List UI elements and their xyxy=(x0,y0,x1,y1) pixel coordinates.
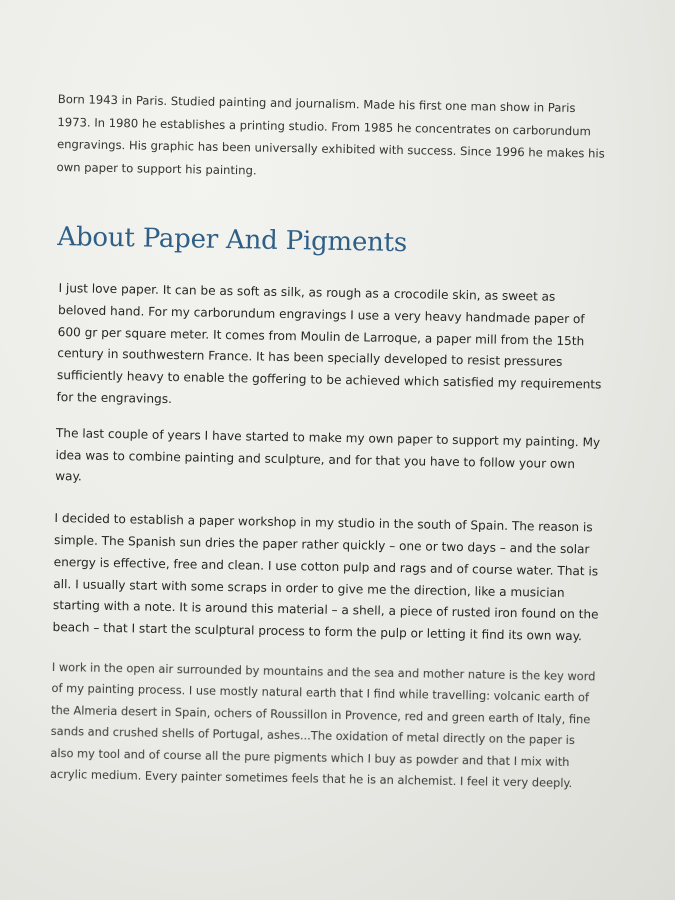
document-page xyxy=(46,88,610,795)
paragraph-paper: I just love paper. It can be as soft as silk, as rough as a crocodile skin, as sweet as beloved hand. For my carborundum engravings I use a very heavy handmade paper of 600 gr per square meter. It comes from Moulin de Larroque, a paper mill from the 15th century in southwestern France. It has been specially developed to resist pressures sufficiently heavy to enable the goffering to be achieved which satisfied my requirements for the engravings. xyxy=(56,281,602,407)
section-heading: About Paper And Pigments xyxy=(57,222,408,259)
paragraph-pigments: I work in the open air surrounded by mountains and the sea and mother nature is the key word of my painting process. I use mostly natural earth that I find while travelling: volcanic earth of the Almeria desert in Spain, ochers of Roussillon in Provence, red and green earth of Italy, fine sands and crushed shells of Portugal, ashes...The oxidation of metal directly on the paper is also my tool and of course all the pure pigments which I buy as powder and that I mix with acrylic medium. Every painter sometimes feels that he is an alchemist. I feel it very deeply. xyxy=(49,659,596,791)
paragraph-own-paper: The last couple of years I have started to make my own paper to support my painting. My idea was to combine painting and sculpture, and for that you have to follow your own way. xyxy=(55,425,601,484)
paragraph-workshop: I decided to establish a paper workshop in my studio in the south of Spain. The reason is simple. The Spanish sun dries the paper rather quickly – one or two days – and the solar energy is effective, free and clean. I use cotton pulp and rags and of course water. That is all. I usually start with some scraps in order to give me the direction, like a musician starting with a note. It is around this material – a shell, a piece of rusted iron found on the beach – that I start the sculptural process to form the pulp or letting it find its own way. xyxy=(52,511,599,644)
biography-text: Born 1943 in Paris. Studied painting and journalism. Made his first one man show in Paris 1973. In 1980 he establishes a printing studio. From 1985 he concentrates on carborundum engravings. His graphic has been universally exhibited with success. Since 1996 he makes his own paper to support his painting. xyxy=(56,91,605,177)
